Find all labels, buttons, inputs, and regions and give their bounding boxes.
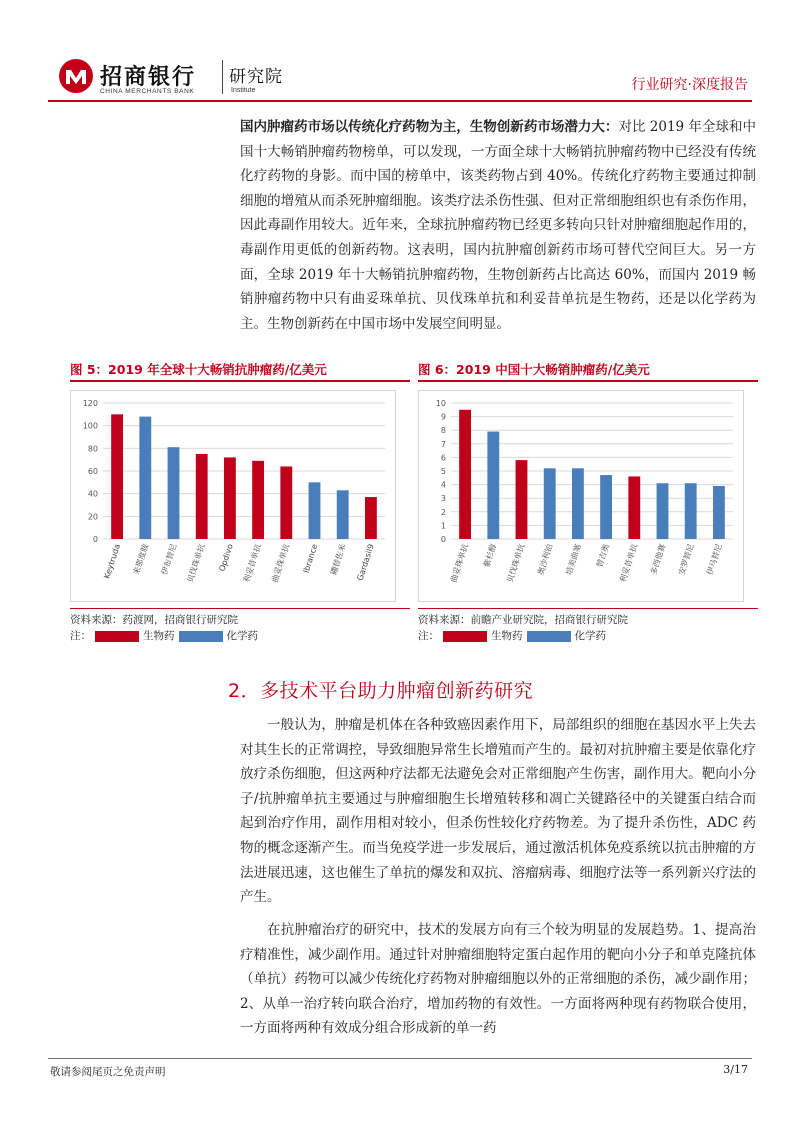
legend-chem-swatch [527,631,571,642]
fig6-x-tick-label: 多西他赛 [648,542,668,577]
figure-5-title: 图 5：2019 年全球十大畅销抗肿瘤药/亿美元 [70,360,410,382]
figure-5-chart-box [70,390,396,602]
figure-5-source-block [70,608,410,644]
fig5-x-tick-label: Ibrance [301,542,320,575]
fig5-y-tick-label: 20 [87,512,98,522]
legend-chem-label: 化学药 [226,630,258,642]
fig5-y-tick-label: 40 [87,489,98,499]
fig5-x-tick-label: Gardasil9 [355,542,376,582]
figure-5-note-prefix: 注： [70,630,91,642]
fig5-bar [365,497,377,539]
fig6-y-tick-label: 4 [440,480,446,490]
body-paragraph-2: 在抗肿瘤治疗的研究中，技术的发展方向有三个较为明显的发展趋势。1、提高治疗精准性，减少副作用。通过针对肿瘤细胞特定蛋白起作用的靶向小分子和单克隆抗体（单抗）药物可以减少传统化疗药物对肿瘤细胞以外的正常细胞的杀伤，减少副作用；2、从单一治疗转向联合治疗，增加药物的有效性。一方面将两种现有药物联合使用，一方面将两种有效成分组合形成新的单一药 [240,922,756,1037]
cmb-logo-icon [58,58,94,94]
fig6-bar [657,483,669,539]
fig5-y-tick-label: 80 [87,444,98,454]
fig6-x-tick-label: 紫杉醇 [482,542,499,569]
legend-bio-swatch [95,631,139,642]
figure-6-legend [418,628,758,644]
fig6-y-tick-label: 8 [440,426,446,436]
figure-6-chart [419,391,743,601]
brand-name-en: CHINA MERCHANTS BANK [100,88,195,95]
brand-name: 招商银行 [100,65,197,90]
figure-6-source-block [418,608,758,644]
fig6-y-tick-label: 7 [440,439,446,449]
legend-chem-label: 化学药 [574,630,606,642]
fig5-bar [224,457,236,539]
figure-6-title: 图 6：2019 中国十大畅销肿瘤药/亿美元 [418,360,758,382]
fig5-x-tick-label: 伊布替尼 [159,542,179,577]
figure-5-chart [71,391,395,601]
fig6-x-tick-label: 奥沙利铂 [536,542,555,577]
fig6-bar [487,432,499,539]
fig6-x-tick-label: 利妥昔单抗 [618,542,640,584]
figure-6 [418,360,758,644]
fig5-x-tick-label: Keytruda [102,542,123,580]
fig6-y-tick-label: 0 [440,535,446,544]
header-rule [48,100,752,102]
fig6-bar [628,476,640,539]
intro-paragraph [240,115,756,336]
fig6-x-tick-label: 伊马替尼 [705,542,724,577]
fig5-y-tick-label: 0 [92,535,98,544]
fig5-y-tick-label: 60 [87,467,98,476]
page-number: 3/17 [723,1063,748,1076]
logo-divider [222,60,223,94]
fig5-y-tick-label: 100 [82,421,98,431]
fig5-bar [309,482,321,539]
fig5-x-tick-label: 贝伐珠单抗 [185,542,207,584]
figure-5-legend [70,628,410,644]
fig6-y-tick-label: 3 [440,494,446,504]
fig6-bar [685,483,697,539]
fig5-bar [252,461,264,539]
fig6-x-tick-label: 贝伐珠单抗 [505,542,527,584]
fig6-bar [516,460,528,539]
fig6-bar [459,410,471,539]
legend-chem-swatch [179,631,223,642]
fig5-x-tick-label: Opdivo [217,542,235,573]
figure-5 [70,360,410,644]
fig5-bar [111,414,123,539]
fig5-y-tick-label: 120 [82,399,98,408]
fig6-bar [572,468,584,539]
fig5-x-tick-label: 硼替佐米 [329,542,348,577]
figure-6-source: 资料来源：前瞻产业研究院，招商银行研究院 [418,614,628,626]
legend-bio-label: 生物药 [143,630,175,642]
fig6-bar [713,486,725,539]
figure-6-note-prefix: 注： [418,630,439,642]
fig6-x-tick-label: 替吉奥 [595,542,612,569]
section-title: 2．多技术平台助力肿瘤创新药研究 [228,680,534,702]
fig6-x-tick-label: 培美曲塞 [564,542,583,577]
fig5-bar [337,490,349,539]
fig6-bar [600,475,612,539]
fig6-y-tick-label: 5 [440,467,446,476]
footer-rule [48,1058,752,1059]
fig5-bar [196,454,208,539]
figure-5-source: 资料来源：药渡网，招商银行研究院 [70,614,238,626]
fig6-x-tick-label: 曲妥珠单抗 [449,542,471,584]
figure-6-chart-box [418,390,744,602]
fig5-x-tick-label: 利妥昔单抗 [242,542,264,584]
intro-body: 对比 2019 年全球和中国十大畅销肿瘤药物榜单，可以发现，一方面全球十大畅销抗肿瘤药物中已经没有传统化疗药物的身影。而中国的榜单中，该类药物占到 40%。传统化疗药物主要通过抑制细胞的增殖从而杀死肿瘤细胞。该类疗法杀伤性强、但对正常细胞组织也有杀伤作用，因此毒副作用较大。近年来，全球抗肿瘤药物已经更多转向只针对肿瘤细胞起作用的，毒副作用更低的创新药物。这表明，国内抗肿瘤创新药市场可替代空间巨大。另一方面，全球 2019 年十大畅销抗肿瘤药物，生物创新药占比高达 60%，而国内 2019 畅销肿瘤药物中只有曲妥珠单抗、贝伐珠单抗和利妥昔单抗是生物药，还是以化学药为主。生物创新药在中国市场中发展空间明显。 [240,119,756,332]
intro-lead: 国内肿瘤药市场以传统化疗药物为主，生物创新药市场潜力大： [240,119,619,135]
footer-disclaimer: 敬请参阅尾页之免责声明 [50,1066,166,1078]
institute-name: 研究院 [229,67,283,87]
page-header [0,0,800,104]
fig6-y-tick-label: 6 [440,453,446,463]
institute-name-en: Institute [231,87,256,94]
fig5-bar [139,417,151,539]
report-type: 行业研究·深度报告 [631,77,748,93]
fig5-bar [280,466,292,539]
fig6-y-tick-label: 9 [440,412,446,422]
fig6-y-tick-label: 10 [435,399,446,408]
fig5-x-tick-label: 曲妥珠单抗 [270,542,292,584]
fig5-x-tick-label: 来那度胺 [131,542,151,577]
fig5-bar [168,447,180,539]
body-paragraph-1: 一般认为，肿瘤是机体在各种致癌因素作用下，局部组织的细胞在基因水平上失去对其生长的正常调控，导致细胞异常生长增殖而产生的。最初对抗肿瘤主要是依靠化疗放疗杀伤细胞，但这两种疗法都无法避免会对正常细胞产生伤害，副作用大。靶向小分子/抗肿瘤单抗主要通过与肿瘤细胞生长增殖转移和凋亡关键路径中的关键蛋白结合而起到治疗作用，副作用相对较小，但杀伤性较化疗药物差。为了提升杀伤性，ADC 药物的概念逐渐产生。而当免疫学进一步发展后，通过激活机体免疫系统以抗击肿瘤的方法进展迅速，这也催生了单抗的爆发和双抗、溶瘤病毒、细胞疗法等一系列新兴疗法的产生。 [240,717,756,906]
legend-bio-swatch [443,631,487,642]
fig6-y-tick-label: 1 [440,521,446,531]
legend-bio-label: 生物药 [491,630,523,642]
fig6-y-tick-label: 2 [440,507,446,517]
fig6-bar [544,468,556,539]
fig6-x-tick-label: 安罗替尼 [677,542,696,577]
